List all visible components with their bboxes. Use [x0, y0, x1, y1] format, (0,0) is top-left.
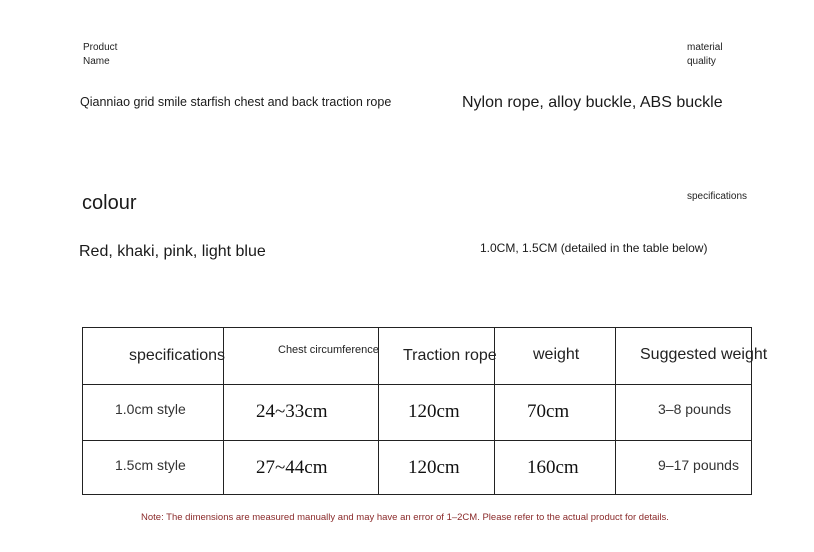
table-row-1-spec: 1.0cm style	[115, 401, 186, 417]
table-divider	[83, 440, 751, 441]
table-row-2-chest: 27~44cm	[256, 457, 328, 478]
spec-table	[82, 327, 768, 495]
product-name-label-line2: Name	[83, 56, 110, 67]
table-row-2-spec: 1.5cm style	[115, 457, 186, 473]
table-row-1-chest: 24~33cm	[256, 401, 328, 422]
table-row-2-rope: 120cm	[408, 457, 460, 478]
table-header-suggested-weight: Suggested weight	[640, 346, 768, 363]
material-label	[687, 41, 723, 69]
colour-label: colour	[82, 192, 137, 214]
table-divider	[83, 384, 751, 385]
table-header-specifications: specifications	[129, 347, 226, 364]
specifications-label: specifications	[687, 191, 748, 202]
table-row-2-suggested: 9–17 pounds	[658, 457, 739, 473]
disclaimer-note: Note: The dimensions are measured manually and may have an error of 1–2CM. Please refer to the actual product for details.	[141, 512, 669, 523]
table-header-weight: weight	[533, 346, 580, 363]
product-name-label	[83, 41, 117, 69]
colour-value: Red, khaki, pink, light blue	[79, 243, 266, 260]
table-row-1-weight: 70cm	[527, 401, 570, 422]
product-name-label-line1: Product	[83, 42, 118, 53]
material-value: Nylon rope, alloy buckle, ABS buckle	[462, 94, 723, 111]
table-header-traction-rope: Traction rope	[403, 347, 497, 364]
table-divider	[615, 328, 616, 494]
table-header-chest-circumference: Chest circumference	[278, 344, 379, 356]
table-row-2-weight: 160cm	[527, 457, 579, 478]
table-row-1-suggested: 3–8 pounds	[658, 401, 732, 417]
product-name-value: Qianniao grid smile starfish chest and back traction rope	[80, 95, 392, 109]
material-label-line1: material	[687, 42, 723, 53]
table-row-1-rope: 120cm	[408, 401, 460, 422]
specifications-value: 1.0CM, 1.5CM (detailed in the table below)	[480, 241, 708, 255]
material-label-line2: quality	[687, 56, 716, 67]
